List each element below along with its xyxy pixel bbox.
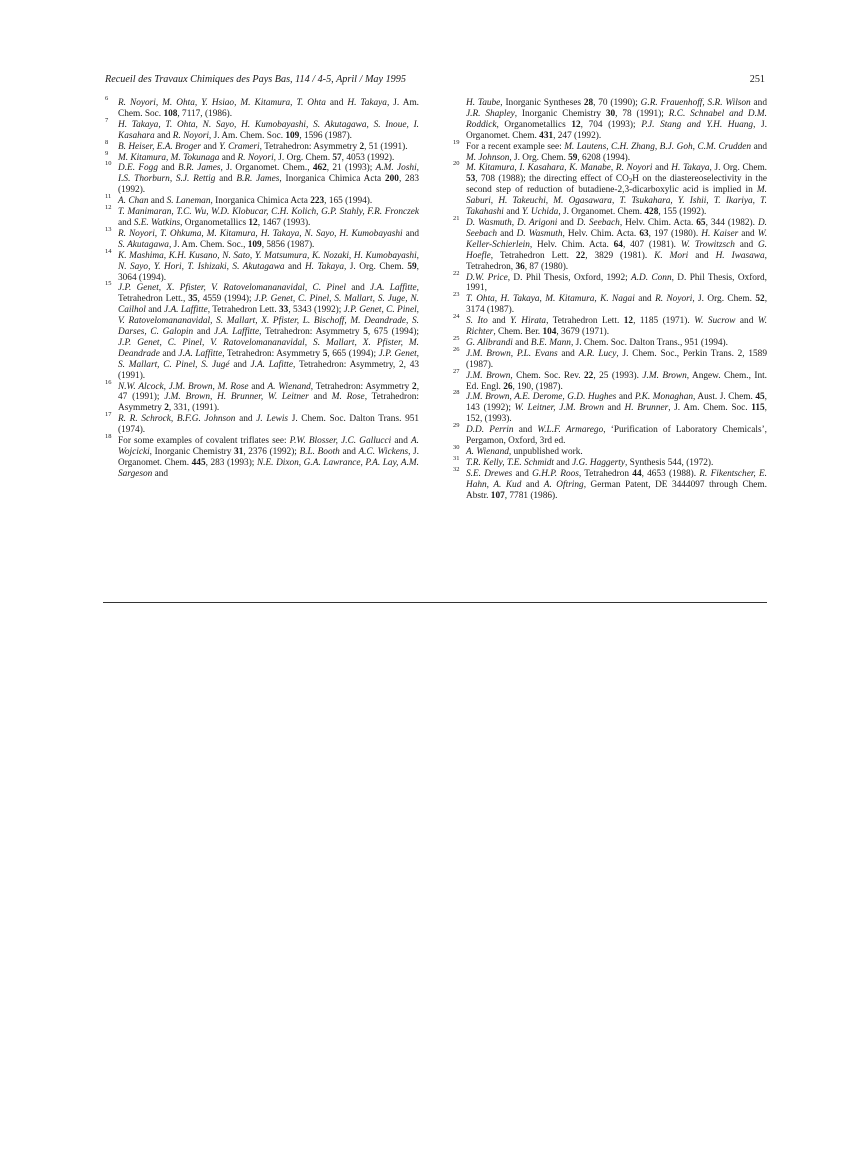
- reference-number: 27: [453, 367, 460, 375]
- reference-text: G. Alibrandi and B.E. Mann, J. Chem. Soc. Dalton Trans., 951 (1994).: [466, 337, 728, 348]
- reference-item: [453, 313, 768, 338]
- reference-number: 28: [453, 389, 460, 397]
- reference-number: 9: [105, 149, 109, 157]
- reference-text: T. Ohta, H. Takaya, M. Kitamura, K. Nagai and R. Noyori, J. Org. Chem. 52, 3174 (1987).: [466, 294, 768, 316]
- reference-number: 17: [105, 411, 112, 419]
- reference-text: H. Taube, Inorganic Syntheses 28, 70 (1990); G.R. Frauenhoff, S.R. Wilson and J.R. Shapley, Inorganic Chemistry 30, 78 (1991); R.C. Schnabel and D.M. Roddick, Organometallics 12, 704 (1993); P.J. Stang and Y.H. Huang, J. Organomet. Chem. 431, 247 (1992).: [466, 98, 767, 141]
- reference-number: 16: [105, 378, 112, 386]
- reference-item: [453, 444, 767, 458]
- reference-text: S.E. Drewes and G.H.P. Roos, Tetrahedron 44, 4653 (1988). R. Fikentscher, E. Hahn, A. Kud and A. Oftring, German Patent, DE 3444097 through Chem. Abstr. 107, 7781 (1986).: [466, 468, 767, 501]
- reference-text: H. Takaya, T. Ohta, N. Sayo, H. Kumobayashi, S. Akutagawa, S. Inoue, I. Kasahara and R. Noyori, J. Am. Chem. Soc. 109, 1596 (1987).: [118, 119, 419, 141]
- reference-text: For some examples of covalent triflates see: P.W. Blosser, J.C. Gallucci and A. Wojcicki, Inorganic Chemistry 31, 2376 (1992); B.L. Booth and A.C. Wickens, J. Organomet. Chem. 445, 283 (1993); N.E. Dixon, G.A. Lawrance, P.A. Lay, A.M. Sargeson and: [118, 436, 419, 479]
- reference-text: M. Kitamura, M. Tokunaga and R. Noyori, J. Org. Chem. 57, 4053 (1992).: [118, 152, 395, 163]
- reference-item: [453, 465, 767, 502]
- reference-text: J.P. Genet, X. Pfister, V. Ratovelomananavidal, C. Pinel and J.A. Laffitte, Tetrahedron Lett., 35, 4559 (1994); J.P. Genet, C. Pinel, S. Mallart, S. Juge, N. Cailhol and J.A. Laffitte, Tetrahedron Lett. 33, 5343 (1992); J.P. Genet, C. Pinel, V. Ratovelomananavidal, S. Mallart, X. Pfister, L. Bischoff, M. Deandrade, S. Darses, C. Galopin and J.A. Laffitte, Tetrahedron: Asymmetry 5, 675 (1994); J.P. Genet, C. Pinel, V. Ratovelomananavidal, S. Mallart, X. Pfister, M. Deandrade and J.A. Laffitte, Tetrahedron: Asymmetry 5, 665 (1994); J.P. Genet, S. Mallart, C. Pinel, S. Jugé and J.A. Lafitte, Tetrahedron: Asymmetry, 2, 43 (1991).: [118, 283, 420, 381]
- page-number: 251: [749, 74, 765, 85]
- reference-item: [453, 214, 768, 273]
- reference-text: R. Noyori, T. Ohkuma, M. Kitamura, H. Takaya, N. Sayo, H. Kumobayashi and S. Akutagawa, J. Am. Chem. Soc., 109, 5856 (1987).: [118, 228, 419, 250]
- reference-text: J.M. Brown, A.E. Derome, G.D. Hughes and P.K. Monaghan, Aust. J. Chem. 45, 143 (1992); W. Leitner, J.M. Brown and H. Brunner, J. Am. Chem. Soc. 115, 152, (1993).: [466, 392, 767, 425]
- reference-text: A. Wienand, unpublished work.: [466, 447, 583, 457]
- reference-number: 10: [105, 160, 112, 168]
- reference-item: [453, 160, 768, 218]
- reference-text: J.M. Brown, P.L. Evans and A.R. Lucy, J. Chem. Soc., Perkin Trans. 2, 1589 (1987).: [466, 348, 767, 370]
- reference-item: [105, 378, 420, 415]
- reference-number: 11: [105, 193, 112, 201]
- reference-number: 7: [105, 116, 109, 124]
- reference-number: 21: [453, 214, 460, 222]
- reference-number: 12: [105, 204, 112, 212]
- reference-number: 8: [105, 138, 109, 146]
- reference-text: K. Mashima, K.H. Kusano, N. Sato, Y. Matsumura, K. Nozaki, H. Kumobayashi, N. Sayo, Y. Hori, T. Ishizaki, S. Akutagawa and H. Takaya, J. Org. Chem. 59, 3064 (1994).: [118, 250, 419, 283]
- reference-text: D.D. Perrin and W.L.F. Armarego, ‘Purification of Laboratory Chemicals’, Pergamon, Oxford, 3rd ed.: [466, 425, 767, 447]
- reference-number: 23: [453, 291, 460, 299]
- reference-number: 6: [105, 95, 109, 102]
- reference-number: 20: [453, 160, 460, 168]
- reference-item: [105, 116, 419, 142]
- journal-citation: Recueil des Travaux Chimiques des Pays Bas, 114 / 4-5, April / May 1995: [105, 74, 406, 85]
- reference-text: A. Chan and S. Laneman, Inorganica Chimica Acta 223, 165 (1994).: [118, 196, 373, 207]
- reference-number: 14: [105, 247, 112, 255]
- reference-text: N.W. Alcock, J.M. Brown, M. Rose and A. Wienand, Tetrahedron: Asymmetry 2, 47 (1991); J.M. Brown, H. Brunner, W. Leitner and M. Rose, Tetrahedron: Asymmetry 2, 331, (1991).: [118, 381, 420, 414]
- reference-number: 19: [453, 138, 460, 146]
- references-right-column: [453, 98, 767, 502]
- reference-text: R. Noyori, M. Ohta, Y. Hsiao, M. Kitamura, T. Ohta and H. Takaya, J. Am. Chem. Soc. 108, 7117, (1986).: [118, 98, 420, 119]
- running-header: [105, 72, 765, 88]
- reference-item: [105, 138, 419, 153]
- reference-item: [453, 454, 767, 469]
- reference-item: [453, 367, 768, 393]
- reference-number: 26: [453, 345, 460, 353]
- reference-number: 13: [105, 225, 112, 233]
- reference-item: [453, 291, 768, 316]
- reference-number: 15: [105, 280, 112, 288]
- reference-text: D.W. Price, D. Phil Thesis, Oxford, 1992; A.D. Conn, D. Phil Thesis, Oxford, 1991,: [466, 272, 768, 294]
- reference-item: [105, 149, 419, 164]
- reference-text: T. Manimaran, T.C. Wu, W.D. Klobucar, C.H. Kolich, G.P. Stahly, F.R. Fronczek and S.E. Watkins, Organometallics 12, 1467 (1993).: [118, 207, 419, 228]
- reference-text: M. Kitamura, I. Kasahara, K. Manabe, R. Noyori and H. Takaya, J. Org. Chem. 53, 708 (1988); the directing effect of $CO_2H$ on the diastereoselectivity in the second step of reduction of butadiene-2,3-dicarboxylic acid is implied in M. Saburi, H. Takeuchi, M. Ogasawara, T. Tsukahara, Y. Ishii, T. Ikariya, T. Takahashi and Y. Uchida, J. Organomet. Chem. 428, 155 (1992).: [466, 163, 768, 218]
- reference-text: R. R. Schrock, B.F.G. Johnson and J. Lewis J. Chem. Soc. Dalton Trans. 951 (1974).: [118, 414, 420, 436]
- reference-item: [105, 280, 420, 381]
- reference-item: [453, 269, 768, 295]
- reference-text: D.E. Fogg and B.R. James, J. Organomet. Chem., 462, 21 (1993); A.M. Joshi, I.S. Thorburn, S.J. Rettig and B.R. James, Inorganica Chimica Acta 200, 283 (1992).: [118, 163, 419, 196]
- reference-item: [453, 334, 767, 349]
- bottom-rule: [103, 602, 767, 603]
- reference-item: [105, 204, 419, 229]
- reference-number: 30: [453, 444, 460, 451]
- reference-number: 22: [453, 269, 460, 277]
- reference-text: J.M. Brown, Chem. Soc. Rev. 22, 25 (1993). J.M. Brown, Angew. Chem., Int. Ed. Engl. 26, 190, (1987).: [466, 370, 768, 392]
- reference-item: [453, 389, 767, 425]
- reference-number: 24: [453, 313, 460, 321]
- reference-number: 31: [453, 454, 460, 462]
- reference-number: 29: [453, 422, 460, 430]
- reference-item: [105, 160, 419, 196]
- reference-item: [105, 95, 420, 120]
- reference-item: [453, 422, 767, 447]
- reference-number: 32: [453, 465, 460, 473]
- reference-item: [105, 225, 419, 251]
- references-left-column: [105, 95, 420, 480]
- reference-text: S. Ito and Y. Hirata, Tetrahedron Lett. 12, 1185 (1971). W. Sucrow and W. Richter, Chem. Ber. 104, 3679 (1971).: [466, 316, 768, 338]
- reference-text: For a recent example see: M. Lautens, C.H. Zhang, B.J. Goh, C.M. Crudden and M. Johnson, J. Org. Chem. 59, 6208 (1994).: [466, 141, 767, 163]
- reference-item: [105, 433, 419, 480]
- reference-item: [105, 193, 419, 207]
- reference-number: 25: [453, 334, 460, 342]
- reference-text: B. Heiser, E.A. Broger and Y. Crameri, Tetrahedron: Asymmetry 2, 51 (1991).: [118, 141, 408, 152]
- reference-item: [105, 247, 419, 284]
- reference-item: [105, 411, 420, 436]
- reference-item: [453, 138, 767, 164]
- reference-text: T.R. Kelly, T.E. Schmidt and J.G. Haggerty, Synthesis 544, (1972).: [466, 457, 714, 468]
- reference-number: 18: [105, 433, 112, 441]
- reference-text: D. Wasmuth, D. Arigoni and D. Seebach, Helv. Chim. Acta. 65, 344 (1982). D. Seebach and D. Wasmuth, Helv. Chim. Acta. 63, 197 (1980). H. Kaiser and W. Keller-Schierlein, Helv. Chim. Acta. 64, 407 (1981). W. Trowitzsch and G. Hoefle, Tetrahedron Lett. 22, 3829 (1981). K. Mori and H. Iwasawa, Tetrahedron, 36, 87 (1980).: [466, 217, 768, 272]
- reference-item: [453, 98, 767, 142]
- reference-item: [453, 345, 767, 371]
